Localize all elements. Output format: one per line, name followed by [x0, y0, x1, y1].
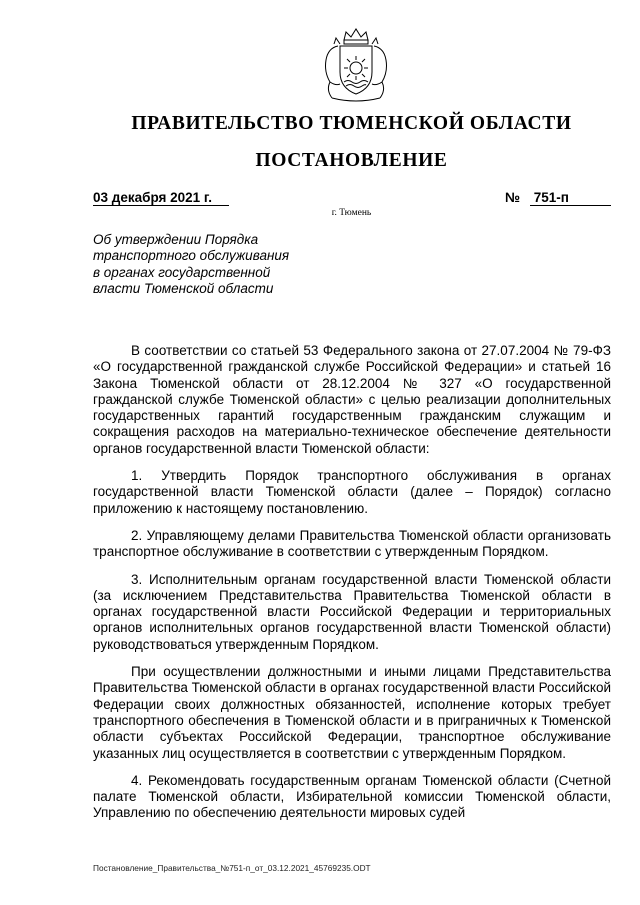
number-sign: № — [505, 190, 521, 205]
subject-line: Об утверждении Порядка — [93, 232, 259, 247]
paragraph-preamble: В соответствии со статьей 53 Федерального закона от 27.07.2004 № 79-ФЗ «О государственной гражданской службе Российской Федерации» и статьей 16 Закона Тюменской области от 28.12.2004 № 327 «О государственной гражданской службе Тюменской области» с целью реализации дополнительных государственных гарантий государственным гражданским служащим и сокращения расходов на материально-техническое обеспечение деятельности органов государственной власти Тюменской области: — [93, 343, 611, 456]
document-date: 03 декабря 2021 г. — [93, 190, 229, 206]
subject-line: в органах государственной — [93, 264, 271, 280]
tyumen-coat-of-arms-emblem — [316, 26, 396, 106]
paragraph-item-3-continuation: При осуществлении должностными и иными лицами Представительства Правительства Тюменской области в органах государственной власти Российской Федерации своих должностных обязанностей, исполнение которых требует транспортного обеспечения в Тюменской области и в приграничных к Тюменской области субъектах Российской Федерации, транспортное обслуживание указанных лиц осуществляется в соответствии с утвержденным Порядком. — [93, 664, 611, 761]
paragraph-item-3: 3. Исполнительным органам государственной власти Тюменской области (за исключением Представительства Правительства Тюменской области в органах государственной власти Российской Федерации и территориальных органов исполнительных органов государственной власти Тюменской области) руководствоваться утвержденным Порядком. — [93, 571, 611, 652]
paragraph-item-4: 4. Рекомендовать государственным органам Тюменской области (Счетной палате Тюменской области, Избирательной комиссии Тюменской области, Управлению по обеспечению деятельности мировых судей — [93, 772, 611, 821]
subject-line: власти Тюменской области — [93, 280, 274, 296]
city-label: г. Тюмень — [331, 208, 372, 218]
document-number-value: 751-п — [533, 190, 569, 205]
document-subject — [93, 232, 333, 297]
footer-filename: Постановление_Правительства_№751-п_от_03.12.2021_45769235.ODT — [93, 863, 371, 873]
document-body — [93, 343, 611, 833]
document-type-title: ПОСТАНОВЛЕНИЕ — [255, 150, 448, 171]
document-number — [530, 190, 611, 206]
subject-line: транспортного обслуживания — [93, 248, 290, 264]
paragraph-item-1: 1. Утвердить Порядок транспортного обслуживания в органах государственной власти Тюменской области (далее – Порядок) согласно приложению к настоящему постановлению. — [93, 468, 611, 516]
paragraph-item-2: 2. Управляющему делами Правительства Тюменской области организовать транспортное обслуживание в соответствии с утвержденным Порядком. — [93, 527, 611, 560]
government-title: ПРАВИТЕЛЬСТВО ТЮМЕНСКОЙ ОБЛАСТИ — [131, 113, 572, 134]
